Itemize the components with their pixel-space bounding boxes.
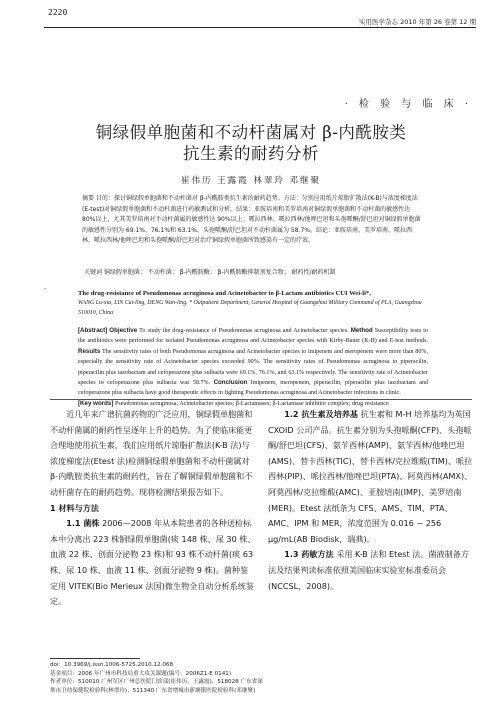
- section-1-3-title: 1.3 药敏方法: [284, 549, 334, 560]
- keywords-en-label: [Key words]: [78, 399, 114, 407]
- body-column-left: [50, 407, 256, 610]
- english-authors: WANG Lu-xia, LIN Cui-ling, DENG Wan-ling. * Outpatient Department, General Hospital of Guangzhou Military Command of PLA, Guangzhou 510010, China: [78, 300, 422, 316]
- section-1-3: [268, 547, 474, 594]
- section-1-1-text: 2006—2008 年从本院患者的各种送检标本中分离出 223 株铜绿假单胞菌(痰 148 株、尿 30 株、血液 22 株、创面分泌物 23 株)和 93 株不动杆菌(痰 63 株、尿 10 株、血液 11 株、创面分泌物 9 株)。菌种鉴定用 VITEK(Bio Merieux 法国)微生物全自动分析系统鉴定。: [50, 518, 256, 607]
- method-text: Susceptibility tests to the antibiotics were performed for isolated Pseudomonas acruginosa and Acinetobacter species with Kirby-Bauer (K-B) and E-test methods.: [78, 328, 428, 345]
- keywords-en-text: Pseudomonas acruginosa; Acinetobacter species; β-Lactamases; β-Lactamase inhibitor complex; drug resistance: [114, 400, 389, 407]
- abstract-label: [Abstract]: [78, 327, 108, 334]
- heading-materials-methods: 1 材料与方法: [50, 502, 99, 513]
- section-1-2-text: 抗生素和 M-H 培养基均为英国 CXOID 公司产品。抗生素分别为头孢哌酮(CFP)、头孢哌酮/舒巴坦(CFS)、氨苄西林(AMP)、氨苄西林/他唑巴坦(AMS)、替卡西林(TIC)、替卡西林/克拉维酸(TIM)、哌拉西林(PIP)、哌拉西林/他唑巴坦(PTA)、阿莫西林(AMX)、阿莫西林/克拉维酸(AMC)、亚胺培南(IMP)、美罗培南(MER)。Etest 法纸条为 CFS、AMS、TIM、PTA、AMC、IPM 和 MER，浓度范围为 0.016 ~ 256 μg/mL(AB Biodisk，瑞典)。: [268, 409, 473, 544]
- page-number: 2220: [48, 8, 68, 17]
- footnote-rule: [50, 658, 140, 659]
- objective-text: To study the drug-resistance of Pseudomonas acruginosa and Acinetobacter species.: [139, 328, 349, 334]
- article-title-line2: 抗生素的耐药分析: [183, 144, 319, 163]
- authors-cn: 崔伟历 王露霞 林翠玲 邓继聚: [180, 176, 322, 186]
- conclusion-label: Conclusion: [213, 379, 248, 387]
- author-unit-note: 作者单位：510010 广州军区广州总医院门诊部(崔伟历，王露霞)，518028 广东省深圳市卫幼保健院检验科(林翠玲)；511340 广东省增城市新塘镇医院检验科(邓继聚): [50, 679, 263, 694]
- english-title: The drug-resistance of Pseudomonas acruginosa and Acinetobacter to β-Lactam antibiotics CUI Wei-li*,: [78, 290, 371, 297]
- results-label: Results: [78, 347, 101, 355]
- conclusion-text: Imipenem, meropenem, piperacilin, piperacilin plus tazobactam and cefoperazone plus sulbacta have good therapeutic effects in fighting Pseudomonas acruginosa and Acinetobacter infections in clinic.: [78, 380, 428, 397]
- abstract-rule: [50, 399, 472, 400]
- section-tag: · 检 验 与 临 床 ·: [344, 99, 472, 110]
- fund-note: 基金项目：2006 年广州市科技局重大攻关课题(编号：2006Z1-E 0141): [50, 670, 232, 677]
- body-column-right: [268, 407, 474, 594]
- article-title-line1: 铜绿假单胞菌和不动杆菌属对 β-内酰胺类: [95, 123, 407, 142]
- section-1-2: [268, 407, 474, 547]
- doi-note: doi：10.3969/j.issn.1006-5725.2010.12.068: [50, 662, 174, 668]
- intro-paragraph: 近几年来广谱抗菌药物的广泛应用，铜绿假单胞菌和不动杆菌属的耐药性呈逐年上升的趋势。为了使临床能更合理地使用抗生素，我们应用纸片琼脂扩散法(K-B 法)与浓度梯度法(Etest 法)检测铜绿假单胞菌和不动杆菌属对 β-内酰胺类抗生素的耐药性，旨在了解铜绿假单胞菌和不动杆菌存在的耐药趋势。现将检测结果报告如下。: [50, 409, 253, 497]
- abstract-en: [78, 326, 428, 409]
- abstract-cn: 摘要 目的：探讨铜绿假单胞菌和不动杆菌对 β-内酰胺类抗生素的耐药趋势。方法：分别应用纸片琼脂扩散法(K-B)与浓度梯度法(E-test)对铜绿假单胞菌和不动杆菌进行药敏测试和分析。结果：亚胺培南和美罗培南对铜绿假单胞菌和不动杆菌的敏感性达 80%以上，尤其美罗培南对不动杆菌属的敏感性达 90%以上；哌拉西林、哌拉西林/他唑巴坦和头孢哌酮/舒巴坦对铜绿假单胞菌的敏感性分别为 69.1%、76.1%和 63.1%，头孢哌酮/舒巴坦对不动杆菌属为 58.7%。结论：亚胺培南、美罗培南、哌拉西林、哌拉西林/他唑巴坦和头孢哌酮/舒巴坦对治疗铜绿假单胞菌所致感染有一定的疗效。: [82, 195, 421, 245]
- section-1-3-text: 采用 K-B 法和 Etest 法。菌液制备方法及结果判读标准依照美国临床实验室标准委员会(NCCSL，2008)。: [268, 549, 469, 591]
- section-1-1: [50, 516, 256, 610]
- journal-header: 实用医学杂志 2010 年第 26 卷第 12 期: [359, 18, 476, 26]
- separator-mark: ·: [44, 285, 47, 293]
- section-1-2-title: 1.2 抗生素及培养基: [284, 409, 359, 419]
- header-rule: [44, 27, 476, 28]
- section-1-1-title: 1.1 菌株: [66, 518, 100, 529]
- objective-label: Objective: [109, 327, 138, 334]
- method-label: Method: [350, 327, 373, 334]
- keywords-cn: 关键词 铜绿假单胞菌； 不动杆菌； β-内酰胺酶； β-内酰胺酶抑制剂复合物； 耐药性/耐药机制: [84, 269, 336, 276]
- footnotes: [50, 661, 264, 695]
- results-text: The sensitivity rates of both Pseudomonas acruginosa and Acinetobacter species to imipenem and meropenem were more than 80%, especially the sensitivity rate of Acinetobacter species exceeded 90%. The sensitivity rates of Pseudomonas acruginosa to piperacilin, piperacilin plus tazobactam and cefoperazone plus sulbacta were 69.1%, 76.1%, and 63.1% respectively. The sensitivity rate of Acinetobacter species to cefoperazone plus sulbacta was 58.7%.: [78, 348, 428, 387]
